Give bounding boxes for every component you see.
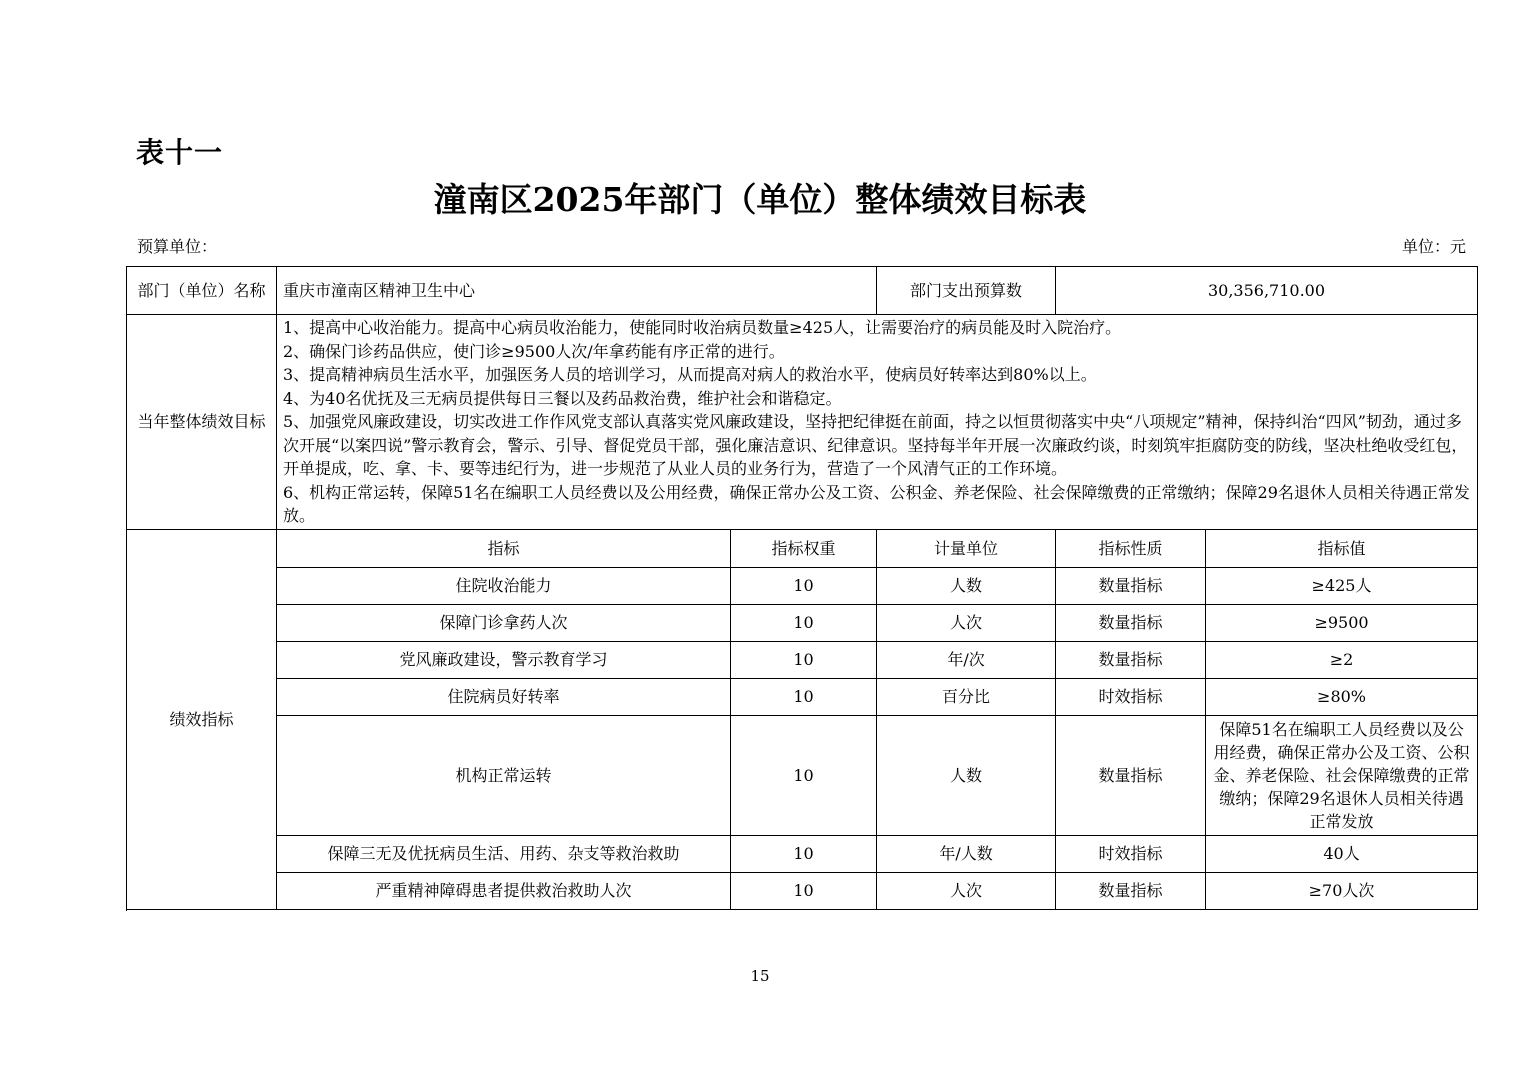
indicators-label: 绩效指标: [127, 530, 277, 910]
indicator-name: 住院病员好转率: [277, 679, 731, 716]
indicator-nature: 数量指标: [1056, 568, 1206, 605]
indicator-value: 保障51名在编职工人员经费以及公用经费，确保正常办公及工资、公积金、养老保险、社会保障缴费的正常缴纳；保障29名退休人员相关待遇正常发放: [1206, 716, 1478, 836]
indicator-name: 党风廉政建设，警示教育学习: [277, 642, 731, 679]
indicator-weight: 10: [731, 873, 877, 910]
indicator-unit: 人次: [877, 873, 1056, 910]
indicator-value: ≥70人次: [1206, 873, 1478, 910]
table-row: [127, 679, 1478, 716]
indicator-name: 保障三无及优抚病员生活、用药、杂支等救治救助: [277, 836, 731, 873]
indicator-weight: 10: [731, 679, 877, 716]
budget-value: 30,356,710.00: [1056, 267, 1478, 315]
table-row: [127, 873, 1478, 910]
indicator-header-row: [127, 530, 1478, 568]
goal-item: 2、确保门诊药品供应，使门诊≥9500人次/年拿药能有序正常的进行。: [283, 341, 785, 361]
indicator-unit: 年/人数: [877, 836, 1056, 873]
indicator-weight: 10: [731, 568, 877, 605]
header-weight: 指标权重: [731, 530, 877, 568]
page-number: 15: [750, 967, 770, 985]
goal-item: 6、机构正常运转，保障51名在编职工人员经费以及公用经费，确保正常办公及工资、公积金、养老保险、社会保障缴费的正常缴纳；保障29名退休人员相关待遇正常发放。: [283, 482, 1470, 526]
goal-item: 3、提高精神病员生活水平，加强医务人员的培训学习，从而提高对病人的救治水平，使病员好转率达到80%以上。: [283, 365, 1097, 385]
table-row: [127, 716, 1478, 836]
indicator-weight: 10: [731, 716, 877, 836]
indicator-value: ≥9500: [1206, 605, 1478, 642]
goal-item: 4、为40名优抚及三无病员提供每日三餐以及药品救治费，维护社会和谐稳定。: [283, 388, 842, 408]
indicator-nature: 数量指标: [1056, 605, 1206, 642]
dept-name-value: 重庆市潼南区精神卫生中心: [277, 267, 877, 315]
currency-unit-label: 单位：元: [1401, 237, 1466, 256]
budget-unit-label: 预算单位：: [137, 237, 218, 256]
performance-target-table: [126, 266, 1478, 910]
indicator-nature: 数量指标: [1056, 642, 1206, 679]
indicator-unit: 年/次: [877, 642, 1056, 679]
indicator-weight: 10: [731, 642, 877, 679]
indicator-nature: 数量指标: [1056, 873, 1206, 910]
goals-content: [277, 315, 1478, 530]
dept-row: [127, 267, 1478, 315]
header-value: 指标值: [1206, 530, 1478, 568]
indicator-weight: 10: [731, 605, 877, 642]
header-nature: 指标性质: [1056, 530, 1206, 568]
indicator-value: ≥425人: [1206, 568, 1478, 605]
indicator-name: 严重精神障碍患者提供救治救助人次: [277, 873, 731, 910]
indicator-value: ≥2: [1206, 642, 1478, 679]
indicator-nature: 时效指标: [1056, 836, 1206, 873]
indicator-value: 40人: [1206, 836, 1478, 873]
goals-row: [127, 315, 1478, 530]
indicator-name: 保障门诊拿药人次: [277, 605, 731, 642]
indicator-value: ≥80%: [1206, 679, 1478, 716]
indicator-nature: 数量指标: [1056, 716, 1206, 836]
dept-name-label: 部门（单位）名称: [127, 267, 277, 315]
indicator-unit: 人数: [877, 716, 1056, 836]
goal-item: 1、提高中心收治能力。提高中心病员收治能力，使能同时收治病员数量≥425人，让需要治疗的病员能及时入院治疗。: [283, 318, 1122, 338]
table-label: 表十一: [136, 136, 224, 169]
header-unit: 计量单位: [877, 530, 1056, 568]
table-row: [127, 642, 1478, 679]
table-row: [127, 568, 1478, 605]
header-indicator: 指标: [277, 530, 731, 568]
table-row: [127, 605, 1478, 642]
indicator-unit: 百分比: [877, 679, 1056, 716]
indicator-name: 机构正常运转: [277, 716, 731, 836]
table-row: [127, 836, 1478, 873]
document-title: 潼南区2025年部门（单位）整体绩效目标表: [433, 180, 1087, 219]
budget-label: 部门支出预算数: [877, 267, 1056, 315]
indicator-name: 住院收治能力: [277, 568, 731, 605]
indicator-nature: 时效指标: [1056, 679, 1206, 716]
goal-item: 5、加强党风廉政建设，切实改进工作作风党支部认真落实党风廉政建设，坚持把纪律挺在前面，持之以恒贯彻落实中央“八项规定”精神，保持纠治“四风”韧劲，通过多次开展“以案四说”警示教育会，警示、引导、督促党员干部，强化廉洁意识、纪律意识。坚持每半年开展一次廉政约谈，时刻筑牢拒腐防变的防线，坚决杜绝收受红包，开单提成，吃、拿、卡、要等违纪行为，进一步规范了从业人员的业务行为，营造了一个风清气正的工作环境。: [283, 412, 1468, 479]
indicator-unit: 人次: [877, 605, 1056, 642]
indicator-unit: 人数: [877, 568, 1056, 605]
indicator-weight: 10: [731, 836, 877, 873]
goals-label: 当年整体绩效目标: [127, 315, 277, 530]
